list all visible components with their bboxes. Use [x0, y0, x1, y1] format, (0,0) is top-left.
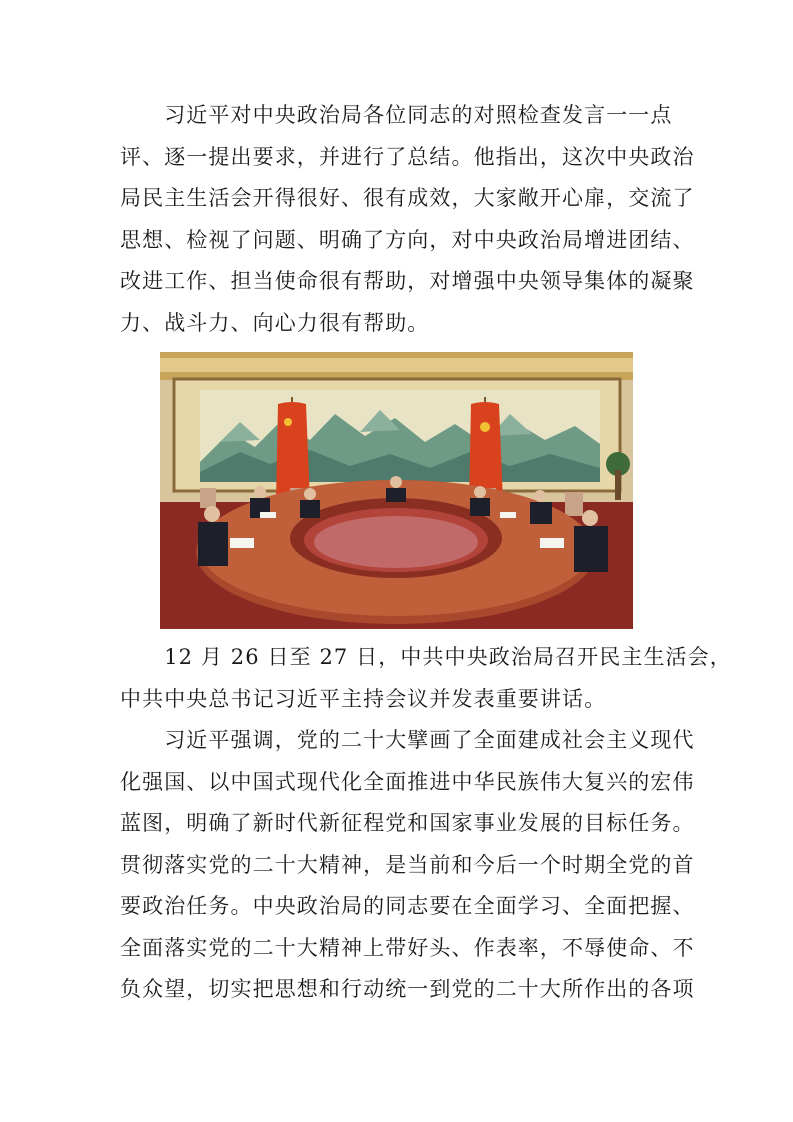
caption-line: 中共中央总书记习近平主持会议并发表重要讲话。 [120, 686, 607, 711]
text-line: 贯彻落实党的二十大精神，是当前和今后一个时期全党的首 [120, 852, 695, 877]
text-line: 要政治任务。中央政治局的同志要在全面学习、全面把握、 [120, 894, 695, 918]
text-line: 化强国、以中国式现代化全面推进中华民族伟大复兴的宏伟 [120, 769, 695, 794]
paragraph-2 [120, 720, 695, 1011]
text-line: 评、逐一提出要求，并进行了总结。他指出，这次中央政治 [120, 144, 695, 169]
photo-caption [120, 637, 732, 720]
text-line: 思想、检视了问题、明确了方向，对中央政治局增进团结、 [120, 227, 695, 252]
meeting-photo [160, 352, 633, 629]
caption-line: 12 月 26 日至 27 日，中共中央政治局召开民主生活会， [120, 645, 732, 669]
paragraph-1 [120, 95, 695, 344]
text-line: 负众望，切实把思想和行动统一到党的二十大所作出的各项 [120, 977, 695, 1001]
text-line: 习近平对中央政治局各位同志的对照检查发言一一点 [120, 103, 673, 127]
text-line: 力、战斗力、向心力很有帮助。 [120, 310, 430, 335]
text-line: 全面落实党的二十大精神上带好头、作表率，不辱使命、不 [120, 935, 695, 960]
text-line: 蓝图，明确了新时代新征程党和国家事业发展的目标任务。 [120, 811, 695, 835]
text-line: 局民主生活会开得很好、很有成效，大家敞开心扉，交流了 [120, 186, 695, 210]
text-line: 改进工作、担当使命很有帮助，对增强中央领导集体的凝聚 [120, 269, 695, 293]
text-line: 习近平强调，党的二十大擘画了全面建成社会主义现代 [120, 728, 695, 752]
